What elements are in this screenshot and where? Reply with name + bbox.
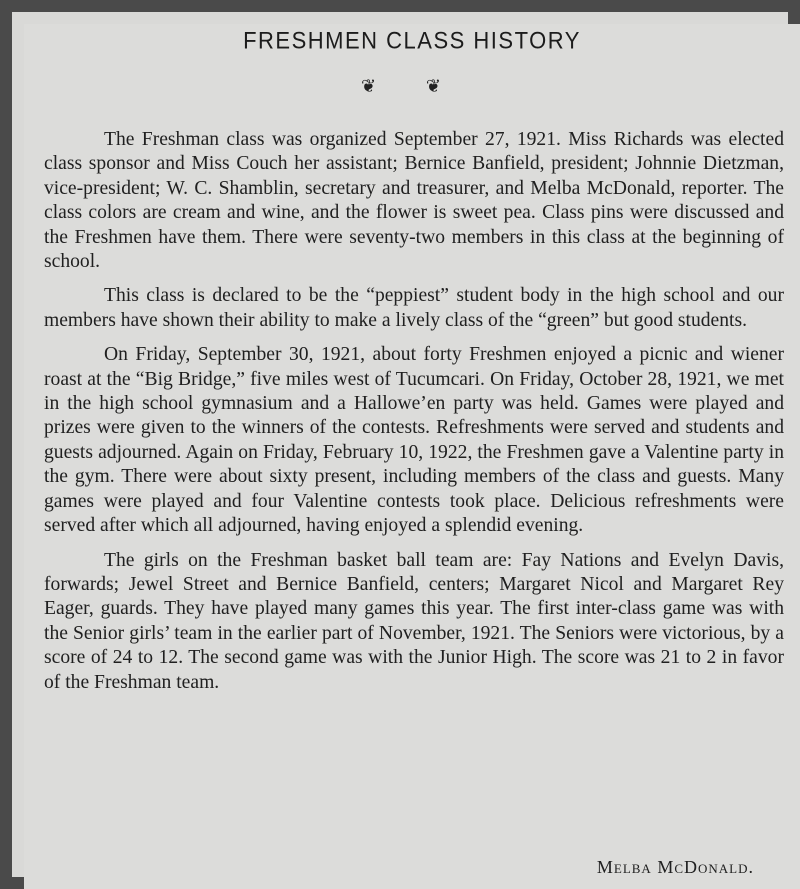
- paragraph-peppiest: This class is declared to be the “peppiest” student body in the high school and our members have shown their ability to make a lively class of the “green” but good students.: [44, 285, 784, 331]
- article-body: [44, 128, 784, 705]
- page-title: FRESHMEN CLASS HISTORY: [243, 26, 581, 54]
- ornament-glyphs: ❦ ❦: [361, 76, 463, 97]
- document-page: [24, 24, 800, 889]
- author-signature: Melba McDonald.: [596, 857, 754, 877]
- paragraph-organization: The Freshman class was organized September 27, 1921. Miss Richards was elected class sponsor and Miss Couch her assistant; Bernice Banfield, president; Johnnie Dietzman, vice-president; W. C. Shamblin, secretary and treasurer, and Melba McDonald, reporter. The class colors are cream and wine, and the flower is sweet pea. Class pins were discussed and the Freshmen have them. There were seventy-two members in this class at the beginning of school.: [44, 129, 784, 273]
- paragraph-basketball: The girls on the Freshman basket ball team are: Fay Nations and Evelyn Davis, forwards; Jewel Street and Bernice Banfield, centers; Margaret Nicol and Margaret Rey Eager, guards. They have played many games this year. The first inter-class game was with the Senior girls’ team in the earlier part of November, 1921. The Seniors were victorious, by a score of 24 to 12. The second game was with the Junior High. The score was 21 to 2 in favor of the Freshman team.: [44, 549, 784, 693]
- paragraph-events: On Friday, September 30, 1921, about forty Freshmen enjoyed a picnic and wiener roast at the “Big Bridge,” five miles west of Tucumcari. On Friday, October 28, 1921, we met in the high school gymnasium and a Hallowe’en party was held. Games were played and prizes were given to the winners of the contests. Refreshments were served and students and guests adjourned. Again on Friday, February 10, 1922, the Freshmen gave a Valentine party in the gym. There were about sixty present, including members of the class and guests. Many games were played and four Valentine contests took place. Delicious refreshments were served after which all adjourned, having enjoyed a splendid evening.: [44, 344, 784, 537]
